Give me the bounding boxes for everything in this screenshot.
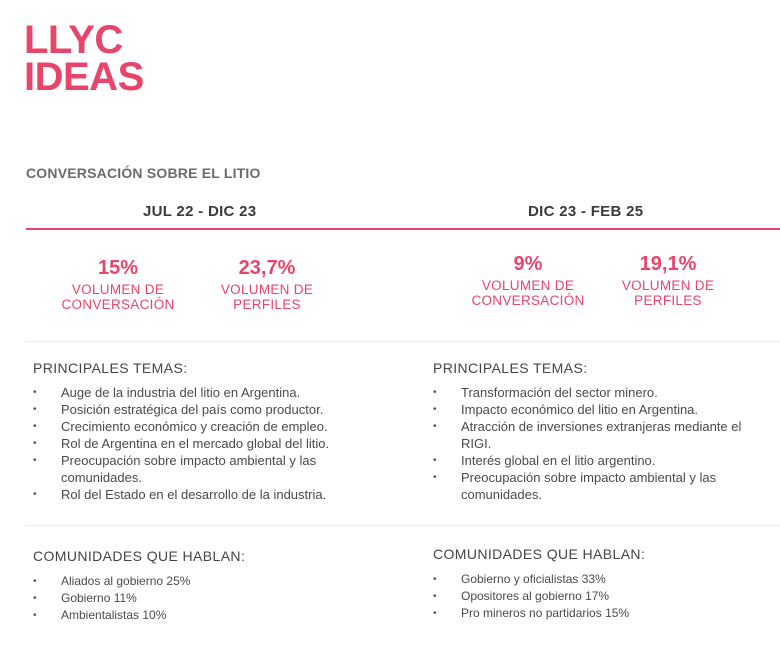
list-item: • Posición estratégica del país como productor.	[33, 401, 393, 418]
stat-label-line2: CONVERSACIÓN	[471, 292, 585, 308]
stat-label-line2: PERFILES	[634, 292, 702, 308]
list-item: • Atracción de inversiones extranjeras mediante el RIGI.	[433, 418, 743, 452]
header-divider	[26, 228, 780, 230]
list-item: • Preocupación sobre impacto ambiental y las comunidades.	[433, 469, 743, 503]
list-item: • Gobierno 11%	[33, 590, 393, 607]
section-title: CONVERSACIÓN SOBRE EL LITIO	[26, 165, 261, 181]
stat-conversation-volume-right	[458, 253, 598, 308]
brand-logo	[24, 18, 144, 99]
brand-logo-line2: IDEAS	[24, 55, 144, 99]
list-item: • Impacto económico del litio en Argentina.	[433, 401, 743, 418]
temas-heading: PRINCIPALES TEMAS:	[433, 360, 588, 376]
stat-value: 23,7%	[238, 257, 296, 279]
stat-label-line1: VOLUMEN DE	[220, 282, 314, 297]
list-item: • Gobierno y oficialistas 33%	[433, 571, 780, 588]
stat-value: 15%	[97, 257, 139, 279]
stat-label	[202, 283, 332, 312]
list-item: • Aliados al gobierno 25%	[33, 573, 393, 590]
list-item: • Crecimiento económico y creación de empleo.	[33, 418, 393, 435]
list-item: • Auge de la industria del litio en Argentina.	[33, 384, 393, 401]
stat-value: 19,1%	[639, 253, 697, 275]
list-item: • Ambientalistas 10%	[33, 607, 393, 624]
list-item: • Interés global en el litio argentino.	[433, 452, 743, 469]
stat-conversation-volume-left	[48, 257, 188, 312]
list-item: • Opositores al gobierno 17%	[433, 588, 780, 605]
list-item: • Preocupación sobre impacto ambiental y las comunidades.	[33, 452, 373, 486]
stat-profile-volume-right	[608, 253, 728, 308]
period-label-left: JUL 22 - DIC 23	[143, 203, 257, 220]
brand-logo-line1: LLYC	[24, 18, 123, 62]
comunidades-list	[33, 573, 393, 624]
temas-list	[33, 384, 393, 503]
comunidades-heading: COMUNIDADES QUE HABLAN:	[33, 548, 246, 564]
temas-heading: PRINCIPALES TEMAS:	[33, 360, 188, 376]
comunidades-heading: COMUNIDADES QUE HABLAN:	[433, 546, 646, 562]
stat-label	[458, 279, 598, 308]
stat-value: 9%	[513, 253, 543, 275]
comunidades-column-left	[33, 548, 393, 624]
list-item: • Pro mineros no partidarios 15%	[433, 605, 780, 622]
section-divider	[26, 525, 780, 526]
temas-column-left	[33, 360, 393, 503]
temas-list	[433, 384, 743, 503]
stat-label-line1: VOLUMEN DE	[71, 282, 165, 297]
stat-label-line2: CONVERSACIÓN	[61, 296, 175, 312]
list-item: • Rol del Estado en el desarrollo de la industria.	[33, 486, 393, 503]
comunidades-list	[433, 571, 780, 622]
list-item: • Rol de Argentina en el mercado global del litio.	[33, 435, 393, 452]
section-divider	[26, 341, 780, 342]
period-label-right: DIC 23 - FEB 25	[528, 203, 644, 220]
comunidades-column-right	[433, 546, 780, 622]
stat-label-line1: VOLUMEN DE	[621, 278, 715, 293]
stat-label-line2: PERFILES	[233, 296, 301, 312]
temas-column-right	[433, 360, 743, 503]
list-item: • Transformación del sector minero.	[433, 384, 743, 401]
stat-label	[48, 283, 188, 312]
stat-label	[608, 279, 728, 308]
stat-profile-volume-left	[202, 257, 332, 312]
stat-label-line1: VOLUMEN DE	[481, 278, 575, 293]
